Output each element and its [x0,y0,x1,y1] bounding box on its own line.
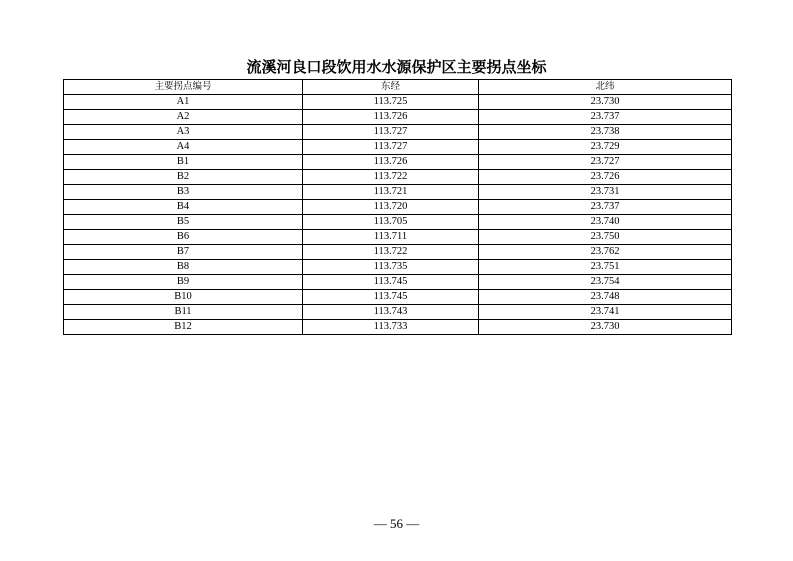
header-point-id: 主要拐点编号 [64,80,303,95]
point-id-cell: B7 [64,245,303,260]
page-number: — 56 — [373,516,420,531]
point-id-cell: B1 [64,155,303,170]
latitude-cell: 23.741 [479,305,732,320]
latitude-cell: 23.738 [479,125,732,140]
point-id-cell: B6 [64,230,303,245]
table-row [64,95,732,110]
longitude-cell: 113.722 [303,245,479,260]
table-row [64,200,732,215]
latitude-cell: 23.727 [479,155,732,170]
table-row [64,155,732,170]
longitude-cell: 113.733 [303,320,479,335]
latitude-cell: 23.729 [479,140,732,155]
longitude-cell: 113.743 [303,305,479,320]
latitude-cell: 23.762 [479,245,732,260]
header-latitude: 北纬 [479,80,732,95]
point-id-cell: B2 [64,170,303,185]
table-row [64,125,732,140]
latitude-cell: 23.748 [479,290,732,305]
latitude-cell: 23.726 [479,170,732,185]
point-id-cell: A4 [64,140,303,155]
coordinates-table [63,79,732,335]
point-id-cell: A2 [64,110,303,125]
latitude-cell: 23.730 [479,320,732,335]
table-header-row [64,80,732,95]
point-id-cell: B12 [64,320,303,335]
longitude-cell: 113.726 [303,110,479,125]
latitude-cell: 23.731 [479,185,732,200]
longitude-cell: 113.735 [303,260,479,275]
longitude-cell: 113.720 [303,200,479,215]
table-row [64,260,732,275]
point-id-cell: B11 [64,305,303,320]
longitude-cell: 113.745 [303,275,479,290]
longitude-cell: 113.721 [303,185,479,200]
table-row [64,290,732,305]
table-row [64,110,732,125]
longitude-cell: 113.745 [303,290,479,305]
latitude-cell: 23.750 [479,230,732,245]
page-title: 流溪河良口段饮用水水源保护区主要拐点坐标 [246,58,547,76]
longitude-cell: 113.722 [303,170,479,185]
longitude-cell: 113.727 [303,140,479,155]
table-row [64,305,732,320]
header-longitude: 东经 [303,80,479,95]
table-row [64,230,732,245]
point-id-cell: A1 [64,95,303,110]
point-id-cell: B9 [64,275,303,290]
table-row [64,245,732,260]
table-row [64,275,732,290]
table-row [64,170,732,185]
table-row [64,140,732,155]
latitude-cell: 23.751 [479,260,732,275]
latitude-cell: 23.754 [479,275,732,290]
longitude-cell: 113.705 [303,215,479,230]
latitude-cell: 23.730 [479,95,732,110]
point-id-cell: B5 [64,215,303,230]
point-id-cell: B10 [64,290,303,305]
latitude-cell: 23.737 [479,200,732,215]
point-id-cell: B4 [64,200,303,215]
longitude-cell: 113.727 [303,125,479,140]
point-id-cell: A3 [64,125,303,140]
point-id-cell: B8 [64,260,303,275]
longitude-cell: 113.726 [303,155,479,170]
table-row [64,320,732,335]
table-row [64,185,732,200]
longitude-cell: 113.711 [303,230,479,245]
point-id-cell: B3 [64,185,303,200]
latitude-cell: 23.740 [479,215,732,230]
table-row [64,215,732,230]
longitude-cell: 113.725 [303,95,479,110]
latitude-cell: 23.737 [479,110,732,125]
